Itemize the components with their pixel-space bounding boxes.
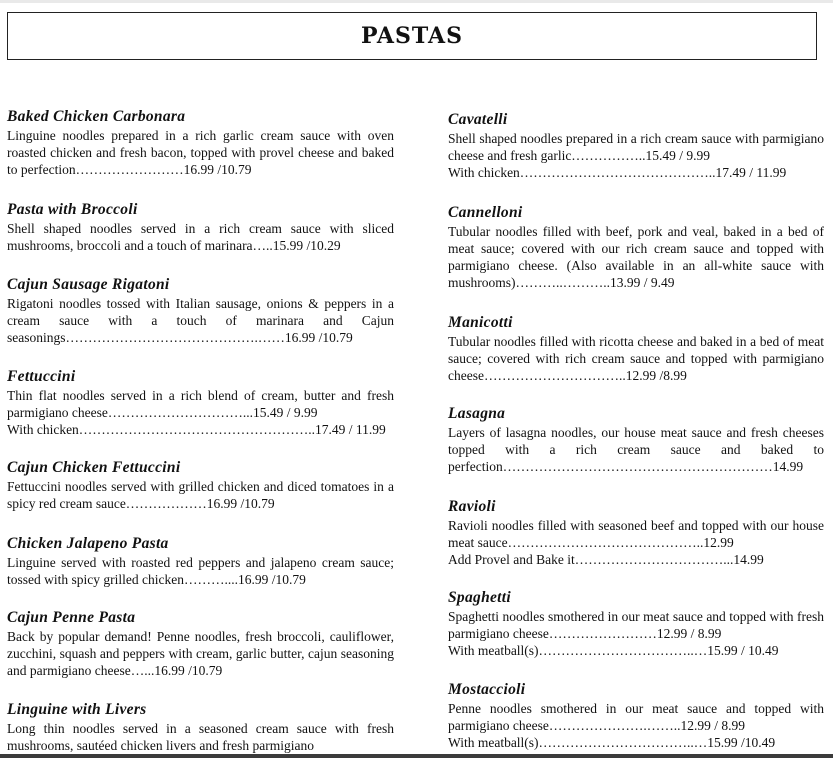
item-name: Baked Chicken Carbonara [7, 108, 186, 125]
item-extra-price: With meatball(s)……………………………..…15.99 / 10.49 [448, 643, 779, 658]
item-name: Lasagna [448, 405, 506, 422]
item-name: Chicken Jalapeno Pasta [7, 535, 169, 552]
item-description: Linguine served with roasted red peppers and jalapeno cream sauce; tossed with spicy grilled chicken………....16.99 /10.79 [7, 555, 394, 587]
menu-item [448, 405, 824, 475]
menu-item [7, 459, 394, 512]
item-name: Cannelloni [448, 204, 523, 221]
item-description: Linguine noodles prepared in a rich garlic cream sauce with oven roasted chicken and fresh bacon, topped with provel cheese and baked to perfection……………………16.99 /10.79 [7, 128, 394, 177]
top-edge [0, 0, 833, 3]
item-description: Shell shaped noodles served in a rich cream sauce with sliced mushrooms, broccoli and a touch of marinara…..15.99 /10.29 [7, 221, 394, 253]
item-name: Cajun Penne Pasta [7, 609, 136, 626]
item-description: Ravioli noodles filled with seasoned beef and topped with our house meat sauce……………………………………..12.99 [448, 518, 824, 550]
item-description: Back by popular demand! Penne noodles, fresh broccoli, cauliflower, zucchini, squash and peppers with cream, garlic butter, cajun seasoning and parmigiano cheese…...16.99 /10.79 [7, 629, 394, 678]
title-box [7, 12, 817, 60]
item-description: Penne noodles smothered in our meat sauce and topped with parmigiano cheese………………….……..12.99 / 8.99 [448, 701, 824, 733]
item-description: Rigatoni noodles tossed with Italian sausage, onions & peppers in a cream sauce with a touch of marinara and Cajun seasonings…………………………………….……16.99 /10.79 [7, 296, 394, 345]
menu-item [7, 201, 394, 254]
item-name: Ravioli [448, 498, 496, 515]
item-description: Thin flat noodles served in a rich blend of cream, butter and fresh parmigiano cheese…………………………...15.49 / 9.99 [7, 388, 394, 420]
item-name: Cavatelli [448, 111, 508, 128]
item-name: Fettuccini [7, 368, 76, 385]
item-description: Long thin noodles served in a seasoned cream sauce with fresh mushrooms, sautéed chicken livers and fresh parmigiano [7, 721, 394, 753]
item-extra-price: With chicken……………………………………………..17.49 / 11.99 [7, 422, 386, 437]
item-name: Mostaccioli [448, 681, 526, 698]
bottom-edge [0, 754, 833, 758]
item-description: Spaghetti noodles smothered in our meat sauce and topped with fresh parmigiano cheese……………………12.99 / 8.99 [448, 609, 824, 641]
menu-item [7, 609, 394, 679]
item-extra-price: With meatball(s)……………………………..…15.99 /10.49 [448, 735, 776, 750]
menu-item [448, 111, 824, 181]
menu-item [7, 108, 394, 178]
page-title: PASTAS [360, 23, 464, 49]
menu-item [448, 498, 824, 568]
item-name: Cajun Chicken Fettuccini [7, 459, 181, 476]
item-description: Shell shaped noodles prepared in a rich cream sauce with parmigiano cheese and fresh garlic……………..15.49 / 9.99 [448, 131, 824, 163]
menu-item [7, 535, 394, 588]
item-extra-price: With chicken……………………………………..17.49 / 11.99 [448, 165, 787, 180]
menu-item [448, 314, 824, 384]
item-description: Tubular noodles filled with beef, pork and veal, baked in a bed of meat sauce; covered with our rich cream sauce and topped with parmigiano cheese. (Also available in an all-white sauce with mushrooms)………..………..13.99 / 9.49 [448, 224, 824, 290]
item-name: Pasta with Broccoli [7, 201, 138, 218]
item-name: Cajun Sausage Rigatoni [7, 276, 170, 293]
menu-item [7, 368, 394, 438]
item-extra-price: Add Provel and Bake it……………………………...14.99 [448, 552, 764, 567]
item-description: Tubular noodles filled with ricotta cheese and baked in a bed of meat sauce; covered with rich cream sauce and topped with parmigiano cheese…………………………..12.99 /8.99 [448, 334, 824, 383]
menu-item [448, 204, 824, 291]
item-description: Layers of lasagna noodles, our house meat sauce and fresh cheeses topped with a rich cream sauce and baked to perfection……………………………………………………14.99 [448, 425, 824, 474]
item-name: Spaghetti [448, 589, 511, 606]
item-name: Manicotti [448, 314, 513, 331]
item-description: Fettuccini noodles served with grilled chicken and diced tomatoes in a spicy red cream sauce………………16.99 /10.79 [7, 479, 394, 511]
menu-item [7, 276, 394, 346]
menu-item [448, 681, 824, 751]
menu-item [448, 589, 824, 659]
menu-item [7, 701, 394, 754]
item-name: Linguine with Livers [7, 701, 147, 718]
